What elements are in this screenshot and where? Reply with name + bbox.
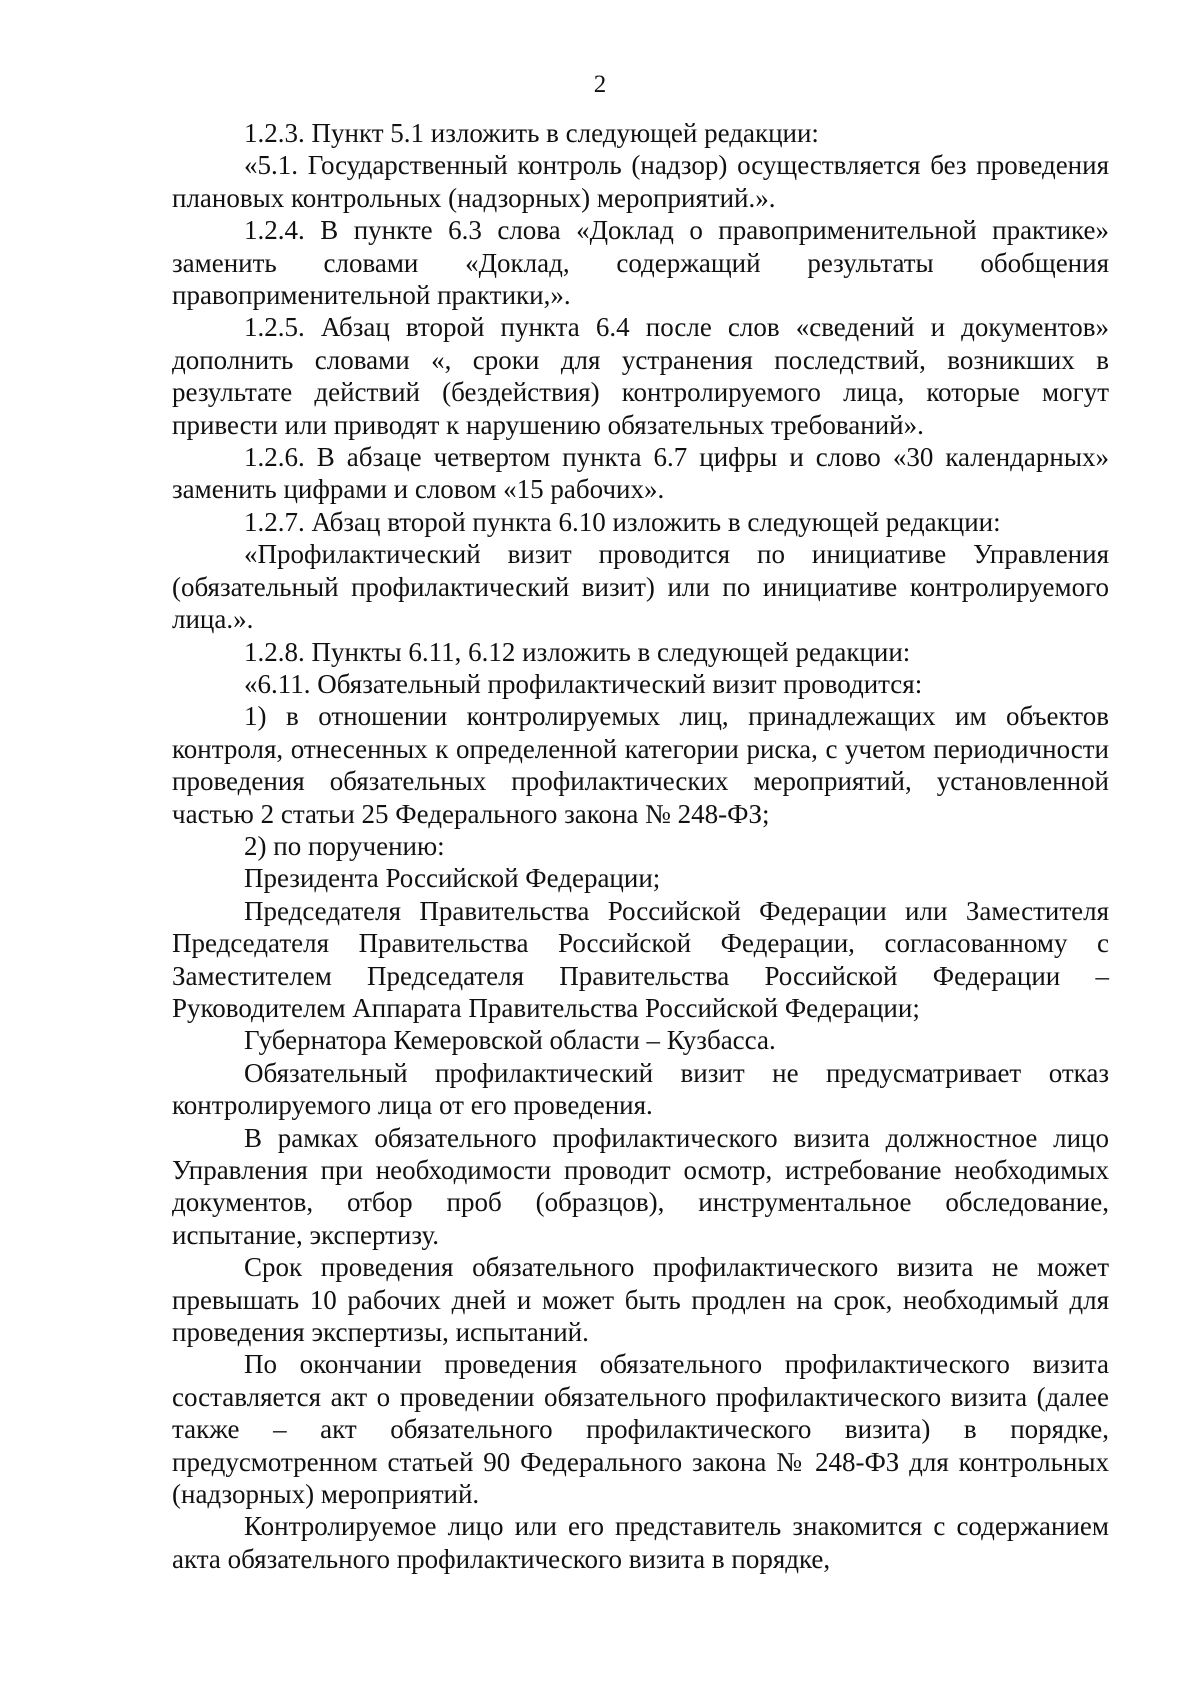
document-body bbox=[172, 117, 1109, 1575]
paragraph-1-2-3: 1.2.3. Пункт 5.1 изложить в следующей редакции: bbox=[244, 118, 819, 148]
list-subitem-government-chair: Председателя Правительства Российской Федерации или Заместителя Председателя Правительства Российской Федерации, согласованному с Заместителем Председателя Правительства Российской Федерации – Руководителем Аппарата Правительства Российской Федерации; bbox=[172, 895, 1109, 1023]
list-item-1: 1) в отношении контролируемых лиц, принадлежащих им объектов контроля, отнесенных к определенной категории риска, с учетом периодичности проведения обязательных профилактических мероприятий, установленной частью 2 статьи 25 Федерального закона № 248-ФЗ; bbox=[172, 701, 1109, 829]
paragraph-visit-duration: Срок проведения обязательного профилактического визита не может превышать 10 рабочих дней и может быть продлен на срок, необходимый для проведения экспертизы, испытаний. bbox=[172, 1252, 1109, 1348]
list-item-2: 2) по поручению: bbox=[244, 830, 445, 861]
list-subitem-governor: Губернатора Кемеровской области – Кузбасса. bbox=[244, 1025, 776, 1056]
paragraph-1-2-4: 1.2.4. В пункте 6.3 слова «Доклад о правоприменительной практике» заменить словами «Доклад, содержащий результаты обобщения правоприменительной практики,». bbox=[172, 215, 1109, 311]
paragraph-quote-5-1: «5.1. Государственный контроль (надзор) осуществляется без проведения плановых контрольных (надзорных) мероприятий.». bbox=[172, 150, 1109, 213]
paragraph-quote-visit-initiative: «Профилактический визит проводится по инициативе Управления (обязательный профилактический визит) или по инициативе контролируемого лица.». bbox=[172, 539, 1109, 635]
paragraph-visit-scope: В рамках обязательного профилактического визита должностное лицо Управления при необходимости проводит осмотр, истребование необходимых документов, отбор проб (образцов), инструментальное обследование, испытание, экспертизу. bbox=[172, 1122, 1109, 1250]
paragraph-6-11: «6.11. Обязательный профилактический визит проводится: bbox=[244, 668, 923, 699]
list-subitem-president: Президента Российской Федерации; bbox=[244, 863, 661, 894]
paragraph-visit-act: По окончании проведения обязательного профилактического визита составляется акт о проведении обязательного профилактического визита (далее также – акт обязательного профилактического визита) в порядке, предусмотренном статьей 90 Федерального закона № 248-ФЗ для контрольных (надзорных) мероприятий. bbox=[172, 1349, 1109, 1510]
paragraph-no-refusal: Обязательный профилактический визит не предусматривает отказ контролируемого лица от его проведения. bbox=[172, 1057, 1109, 1121]
paragraph-1-2-6: 1.2.6. В абзаце четвертом пункта 6.7 цифры и слово «30 календарных» заменить цифрами и словом «15 рабочих». bbox=[172, 442, 1109, 505]
paragraph-1-2-7: 1.2.7. Абзац второй пункта 6.10 изложить в следующей редакции: bbox=[244, 506, 1001, 537]
paragraph-1-2-8: 1.2.8. Пункты 6.11, 6.12 изложить в следующей редакции: bbox=[244, 636, 911, 667]
paragraph-1-2-5: 1.2.5. Абзац второй пункта 6.4 после слов «сведений и документов» дополнить словами «, сроки для устранения последствий, возникших в результате действий (бездействия) контролируемого лица, которые могут привести или приводят к нарушению обязательных требований». bbox=[172, 312, 1109, 440]
page-number: 2 bbox=[593, 71, 607, 98]
paragraph-act-review: Контролируемое лицо или его представитель знакомится с содержанием акта обязательного профилактического визита в порядке, bbox=[172, 1511, 1109, 1574]
